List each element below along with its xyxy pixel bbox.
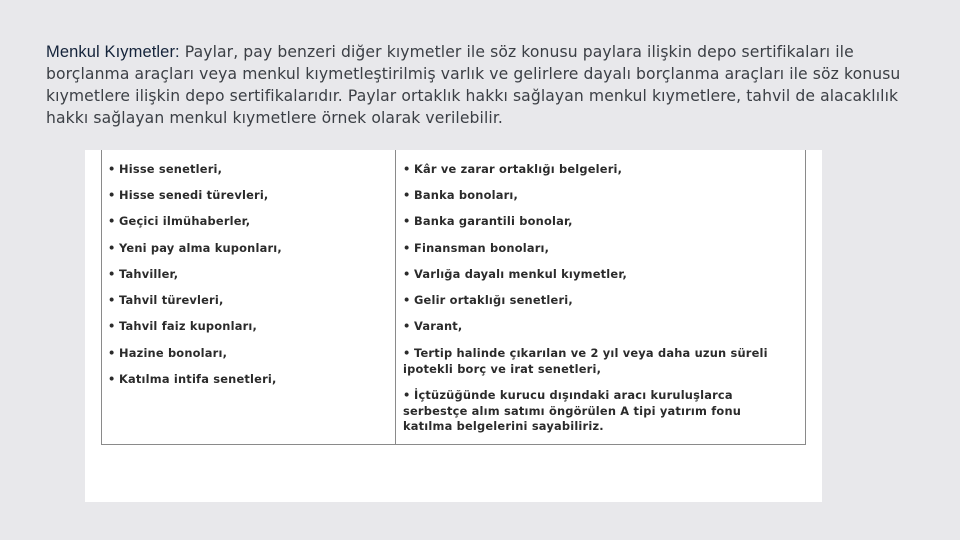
securities-table-image [85,150,822,502]
list-item: • Hisse senetleri, [108,162,223,176]
list-item: • Yeni pay alma kuponları, [108,241,282,255]
list-item: • Kâr ve zarar ortaklığı belgeleri, [403,162,623,176]
list-item: • Varant, [403,319,463,333]
list-item: • Tahviller, [108,267,179,281]
list-item: • Hazine bonoları, [108,346,228,360]
definition-term: Menkul Kıymetler: [46,43,180,61]
list-item: • Banka garantili bonolar, [403,214,573,228]
column-divider [395,150,396,444]
securities-table [101,150,806,445]
list-item: • Tertip halinde çıkarılan ve 2 yıl veya daha uzun süreli ipotekli borç ve irat senetleri, [403,346,768,376]
definition-text: Paylar, pay benzeri diğer kıymetler ile söz konusu paylara ilişkin depo sertifikaları ile borçlanma araçları veya menkul kıymetleştirilmiş varlık ve gelirlere dayalı borçlanma araçları ile söz konusu kıymetlere ilişkin depo sertifikalarıdır. Paylar ortaklık hakkı sağlayan menkul kıymetlere, tahvil de alacaklılık hakkı sağlayan menkul kıymetlere örnek olarak verilebilir. [46,43,901,127]
list-item: • Gelir ortaklığı senetleri, [403,293,573,307]
list-item: • Katılma intifa senetleri, [108,372,277,386]
list-item: • Finansman bonoları, [403,241,550,255]
list-item: • Hisse senedi türevleri, [108,188,269,202]
intro-paragraph [46,41,926,129]
list-item: • Banka bonoları, [403,188,519,202]
list-item: • Tahvil türevleri, [108,293,224,307]
list-item: • Geçici ilmühaberler, [108,214,251,228]
list-item: • Tahvil faiz kuponları, [108,319,258,333]
list-item: • Varlığa dayalı menkul kıymetler, [403,267,627,281]
list-item: • İçtüzüğünde kurucu dışındaki aracı kuruluşlarca serbestçe alım satımı öngörülen A tipi yatırım fonu katılma belgelerini sayabiliriz. [403,388,742,433]
